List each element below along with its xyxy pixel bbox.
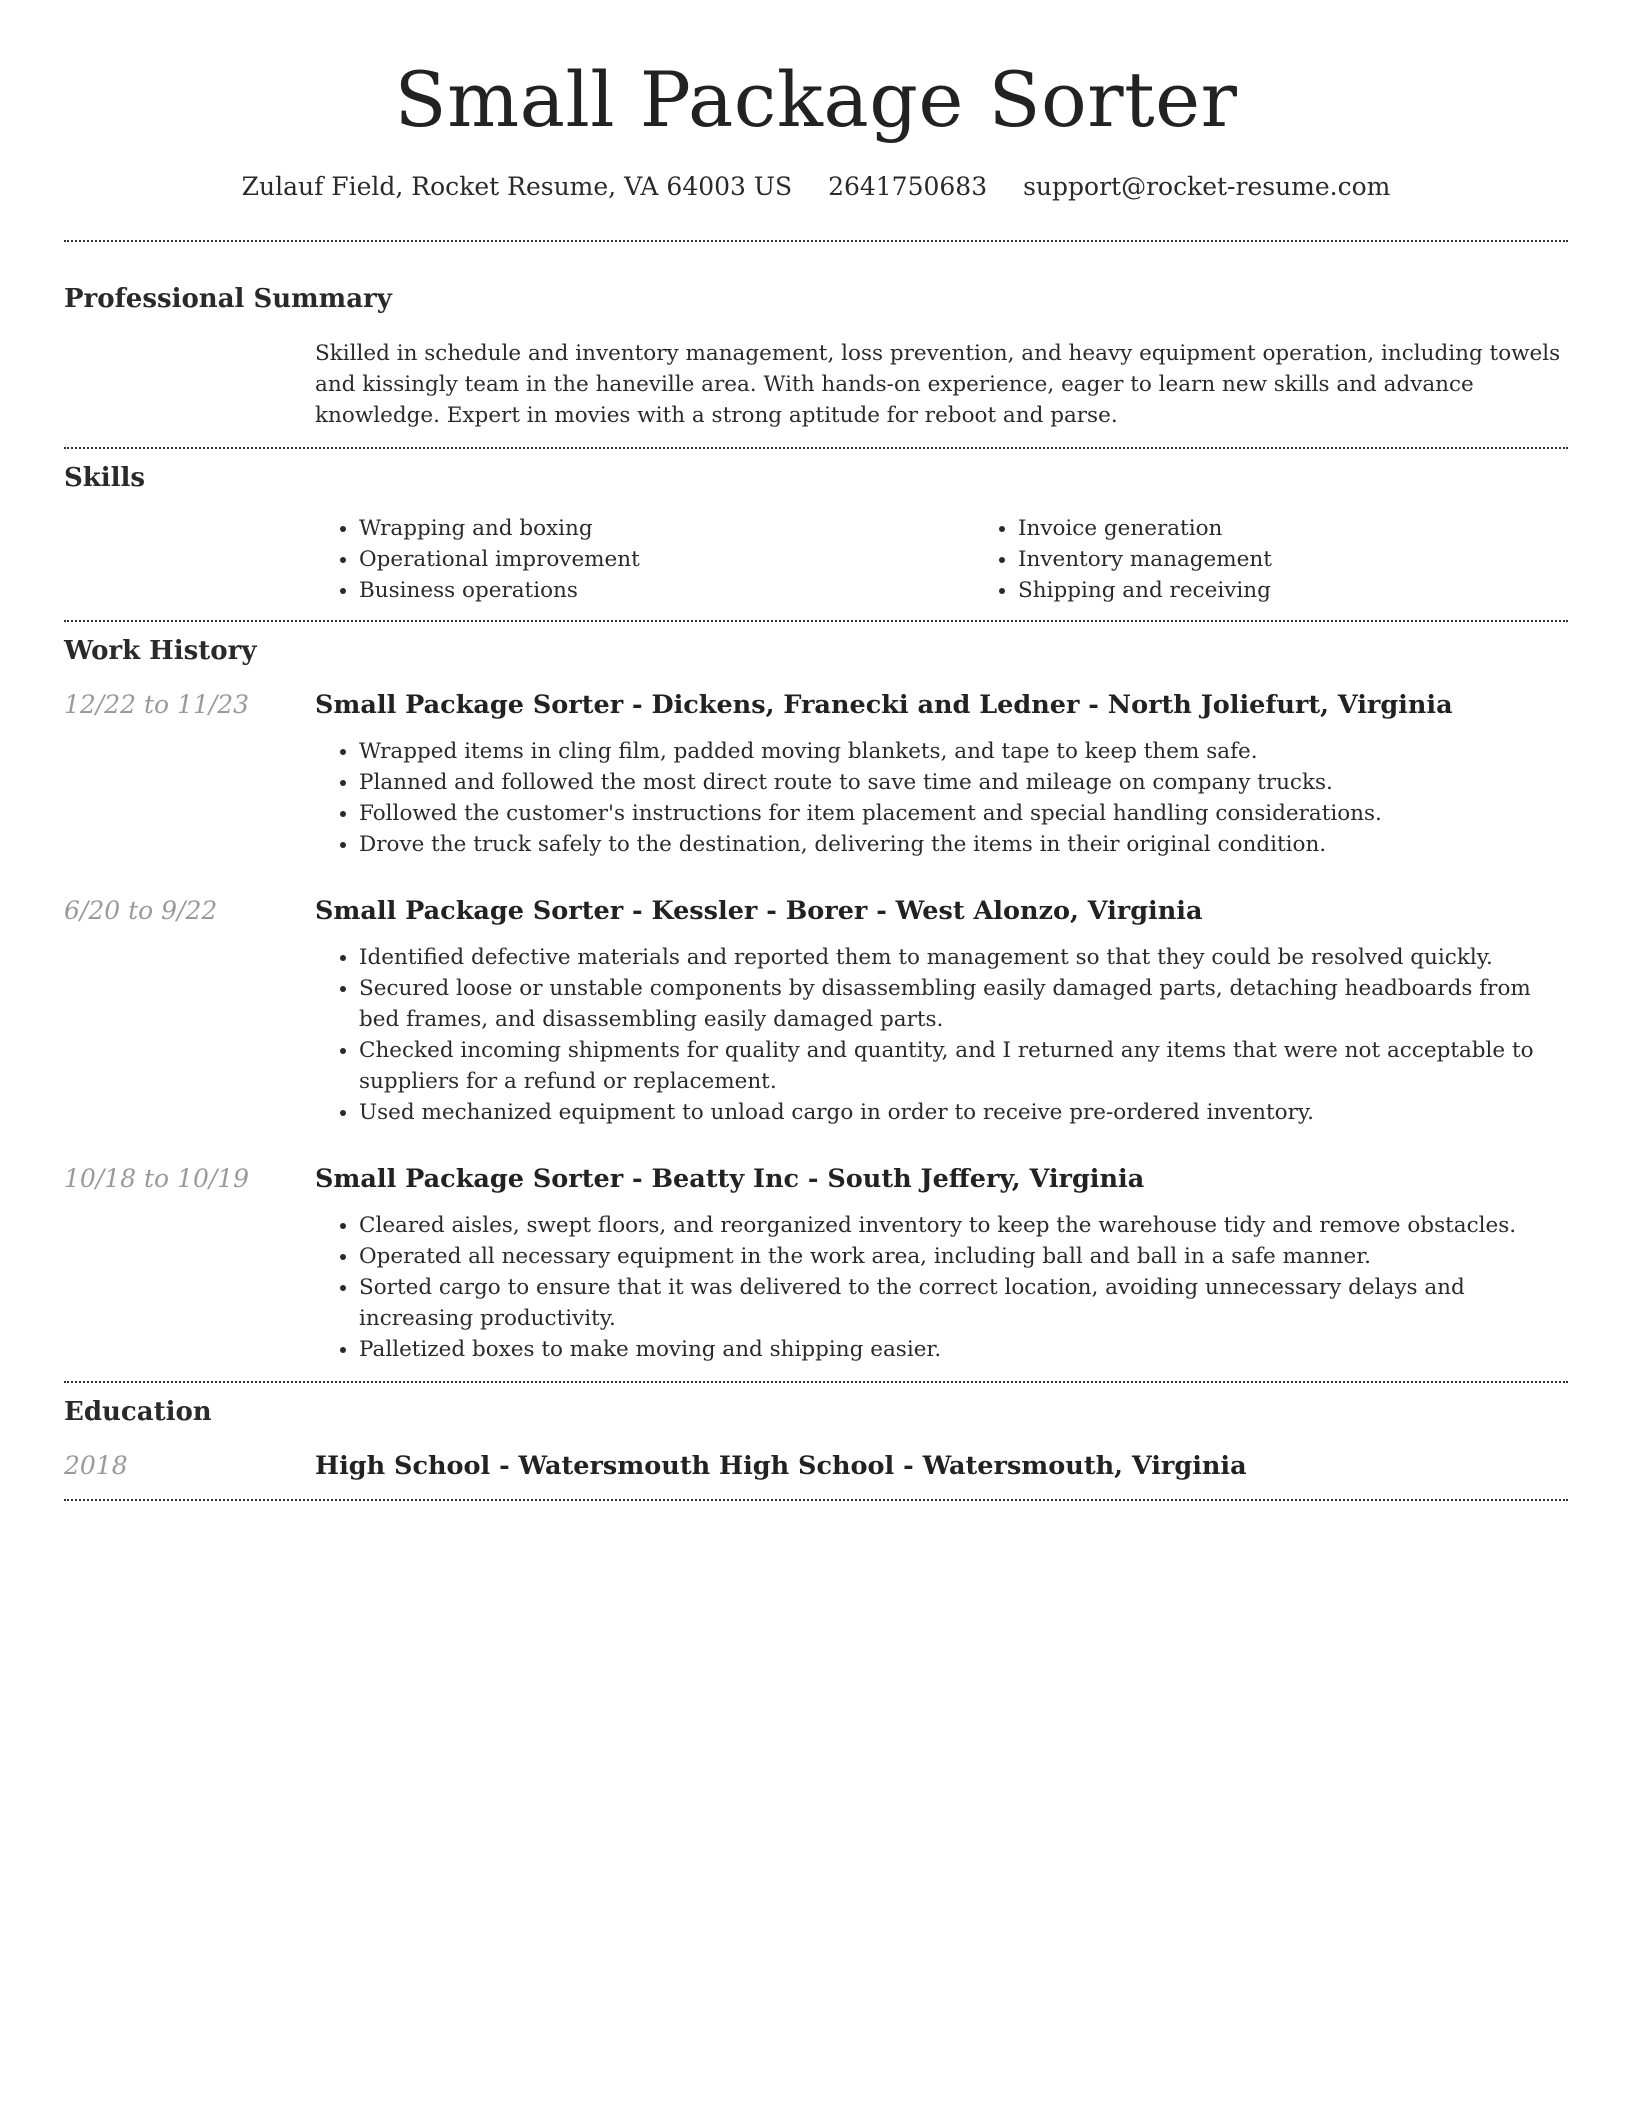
section-title-summary: Professional Summary: [64, 284, 392, 314]
contact-phone: 2641750683: [828, 172, 988, 201]
job-bullet: • Palletized boxes to make moving and shipping easier.: [359, 1334, 1568, 1365]
skills-list-right: [974, 513, 1632, 606]
skills-columns: [315, 513, 1632, 606]
job-bullet: • Wrapped items in cling film, padded moving blankets, and tape to keep them safe.: [359, 736, 1568, 767]
skills-row: [64, 513, 1568, 606]
skill-item: • Business operations: [359, 575, 974, 606]
job-bullet: • Sorted cargo to ensure that it was delivered to the correct location, avoiding unnecessary delays and increasing productivity.: [359, 1272, 1568, 1334]
job-entry: [64, 688, 1568, 860]
job-bullet: • Cleared aisles, swept floors, and reorganized inventory to keep the warehouse tidy and remove obstacles.: [359, 1210, 1568, 1241]
section-title-work-history: Work History: [64, 636, 257, 666]
job-dates: 6/20 to 9/22: [64, 896, 218, 925]
summary-row: [64, 338, 1568, 431]
divider: [64, 1381, 1568, 1383]
section-title-skills: Skills: [64, 463, 146, 493]
job-bullet: • Drove the truck safely to the destination, delivering the items in their original condition.: [359, 829, 1568, 860]
job-heading: Small Package Sorter - Dickens, Franecki and Ledner - North Joliefurt, Virginia: [315, 690, 1453, 720]
job-bullet: • Planned and followed the most direct route to save time and mileage on company trucks.: [359, 767, 1568, 798]
job-dates: 12/22 to 11/23: [64, 690, 250, 719]
divider: [64, 620, 1568, 622]
skill-item: • Inventory management: [1018, 544, 1632, 575]
job-bullet: • Used mechanized equipment to unload cargo in order to receive pre-ordered inventory.: [359, 1097, 1568, 1128]
resume-name: Small Package Sorter: [394, 55, 1238, 144]
contact-line: [64, 170, 1568, 204]
skill-item: • Operational improvement: [359, 544, 974, 575]
education-date: 2018: [64, 1451, 128, 1480]
skill-item: • Wrapping and boxing: [359, 513, 974, 544]
skill-item: • Shipping and receiving: [1018, 575, 1632, 606]
job-entry: [64, 894, 1568, 1128]
divider: [64, 447, 1568, 449]
divider: [64, 240, 1568, 242]
job-entry: [64, 1162, 1568, 1365]
skill-item: • Invoice generation: [1018, 513, 1632, 544]
contact-email: support@rocket-resume.com: [1023, 172, 1391, 201]
education-heading: High School - Watersmouth High School - Watersmouth, Virginia: [315, 1451, 1247, 1481]
job-bullet: • Operated all necessary equipment in the work area, including ball and ball in a safe manner.: [359, 1241, 1568, 1272]
job-bullets: [315, 736, 1568, 860]
job-heading: Small Package Sorter - Beatty Inc - South Jeffery, Virginia: [315, 1164, 1145, 1194]
job-heading: Small Package Sorter - Kessler - Borer - West Alonzo, Virginia: [315, 896, 1203, 926]
summary-text: Skilled in schedule and inventory management, loss prevention, and heavy equipment operation, including towels and kissingly team in the haneville area. With hands-on experience, eager to learn new skills and advance knowledge. Expert in movies with a strong aptitude for reboot and parse.: [315, 341, 1561, 428]
section-title-education: Education: [64, 1397, 212, 1427]
job-bullets: [315, 942, 1568, 1128]
education-entry: [64, 1449, 1568, 1483]
job-bullet: • Checked incoming shipments for quality and quantity, and I returned any items that were not acceptable to suppliers for a refund or replacement.: [359, 1035, 1568, 1097]
skills-list-left: [315, 513, 974, 606]
contact-address: Zulauf Field, Rocket Resume, VA 64003 US: [241, 172, 793, 201]
job-bullets: [315, 1210, 1568, 1365]
job-bullet: • Followed the customer's instructions for item placement and special handling considerations.: [359, 798, 1568, 829]
divider: [64, 1499, 1568, 1501]
job-bullet: • Identified defective materials and reported them to management so that they could be resolved quickly.: [359, 942, 1568, 973]
job-dates: 10/18 to 10/19: [64, 1164, 250, 1193]
job-bullet: • Secured loose or unstable components by disassembling easily damaged parts, detaching headboards from bed frames, and disassembling easily damaged parts.: [359, 973, 1568, 1035]
